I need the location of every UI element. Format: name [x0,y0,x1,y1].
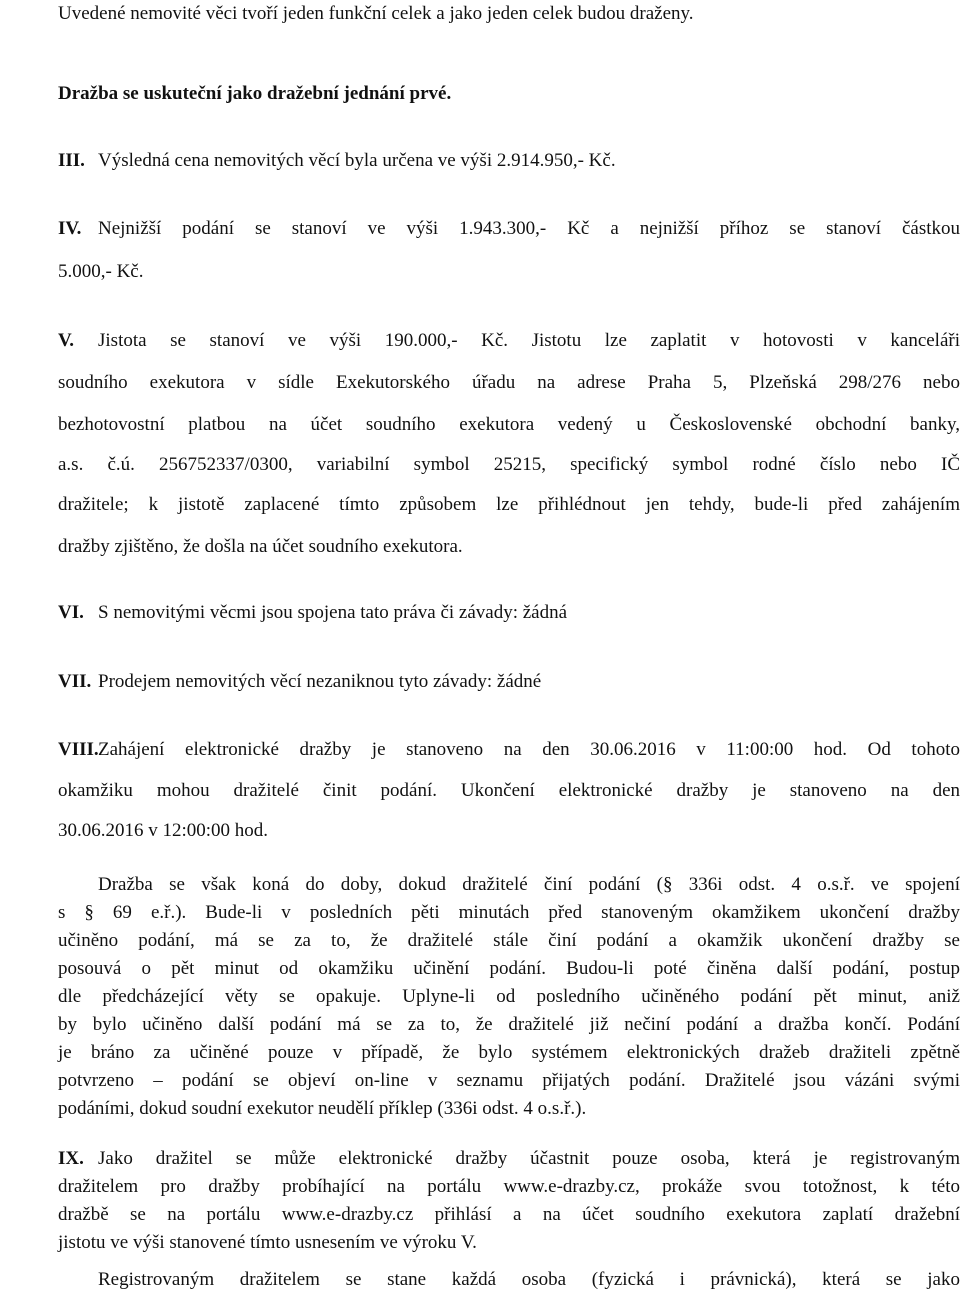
section-ix-line-4: jistotu ve výši stanovené tímto usnesením ve výroku V. [58,1232,477,1253]
section-viii-para-line-7: je bráno za učiněné pouze v případě, že bylo systémem elektronických dražeb dražiteli zpětně [58,1042,960,1063]
section-viii-line-3: 30.06.2016 v 12:00:00 hod. [58,820,269,841]
intro-line: Uvedené nemovité věci tvoří jeden funkční celek a jako jeden celek budou draženy. [58,3,694,24]
section-viii-para-line-2: s § 69 e.ř.). Bude-li v posledních pěti minutách před stanoveným okamžikem ukončení dražby [58,902,960,923]
section-v-line-4: a.s. č.ú. 256752337/0300, variabilní symbol 25215, specifický symbol rodné číslo nebo IČ [58,454,960,475]
section-ix-line-2: dražitelem pro dražby probíhající na portálu www.e-drazby.cz, prokáže svou totožnost, k této [58,1176,960,1197]
section-number-ix: IX. [58,1148,84,1169]
section-viii-line-2: okamžiku mohou dražitelé činit podání. Ukončení elektronické dražby je stanoveno na den [58,780,960,801]
section-number-viii: VIII. [58,739,99,760]
section-iv-line-1: Nejnižší podání se stanoví ve výši 1.943.300,- Kč a nejnižší příhoz se stanoví částkou [98,218,960,239]
section-number-iv: IV. [58,218,82,239]
section-viii-para-line-9: podáními, dokud soudní exekutor neudělí příklep (336i odst. 4 o.s.ř.). [58,1098,587,1119]
section-viii-para-line-8: potvrzeno – podání se objeví on-line v seznamu přijatých podání. Dražitelé jsou vázáni svými [58,1070,960,1091]
section-number-vi: VI. [58,602,84,623]
section-v-line-1: Jistota se stanoví ve výši 190.000,- Kč. Jistotu lze zaplatit v hotovosti v kanceláři [98,330,960,351]
section-number-iii: III. [58,150,85,171]
section-v-line-6: dražby zjištěno, že došla na účet soudního exekutora. [58,536,463,557]
section-iv-line-2: 5.000,- Kč. [58,261,144,282]
section-viii-para-line-5: dle předcházející věty se opakuje. Uplyne-li od posledního učiněného podání pět minut, aniž [58,986,960,1007]
section-viii-para-line-4: posouvá o pět minut od okamžiku učinění podání. Budou-li poté činěna další podání, postup [58,958,960,979]
section-number-vii: VII. [58,671,92,692]
section-number-v: V. [58,330,75,351]
section-viii-para-line-1: Dražba se však koná do doby, dokud dražitelé činí podání (§ 336i odst. 4 o.s.ř. ve spojení [98,874,960,895]
section-v-line-2: soudního exekutora v sídle Exekutorského úřadu na adrese Praha 5, Plzeňská 298/276 nebo [58,372,960,393]
section-ix-line-1: Jako dražitel se může elektronické dražby účastnit pouze osoba, která je registrovaným [98,1148,960,1169]
auction-heading: Dražba se uskuteční jako dražební jednání prvé. [58,83,452,104]
section-viii-line-1: Zahájení elektronické dražby je stanoveno na den 30.06.2016 v 11:00:00 hod. Od tohoto [98,739,960,760]
section-vii-text: Prodejem nemovitých věcí nezaniknou tyto závady: žádné [98,671,542,692]
section-iii-text: Výsledná cena nemovitých věcí byla určena ve výši 2.914.950,- Kč. [98,150,616,171]
section-viii-para-line-6: by bylo učiněno další podání má se za to, že dražitelé již nečiní podání a dražba končí. Podání [58,1014,960,1035]
section-v-line-5: dražitele; k jistotě zaplacené tímto způsobem lze přihlédnout jen tehdy, bude-li před zahájením [58,494,960,515]
section-viii-para-line-3: učiněno podání, má se za to, že dražitelé stále činí podání a okamžik ukončení dražby se [58,930,960,951]
section-ix-line-5: Registrovaným dražitelem se stane každá osoba (fyzická i právnická), která se jako [98,1269,960,1290]
section-v-line-3: bezhotovostní platbou na účet soudního exekutora vedený u Československé obchodní banky, [58,414,960,435]
section-ix-line-3: dražbě se na portálu www.e-drazby.cz přihlásí a na účet soudního exekutora zaplatí dražební [58,1204,960,1225]
section-vi-text: S nemovitými věcmi jsou spojena tato práva či závady: žádná [98,602,568,623]
